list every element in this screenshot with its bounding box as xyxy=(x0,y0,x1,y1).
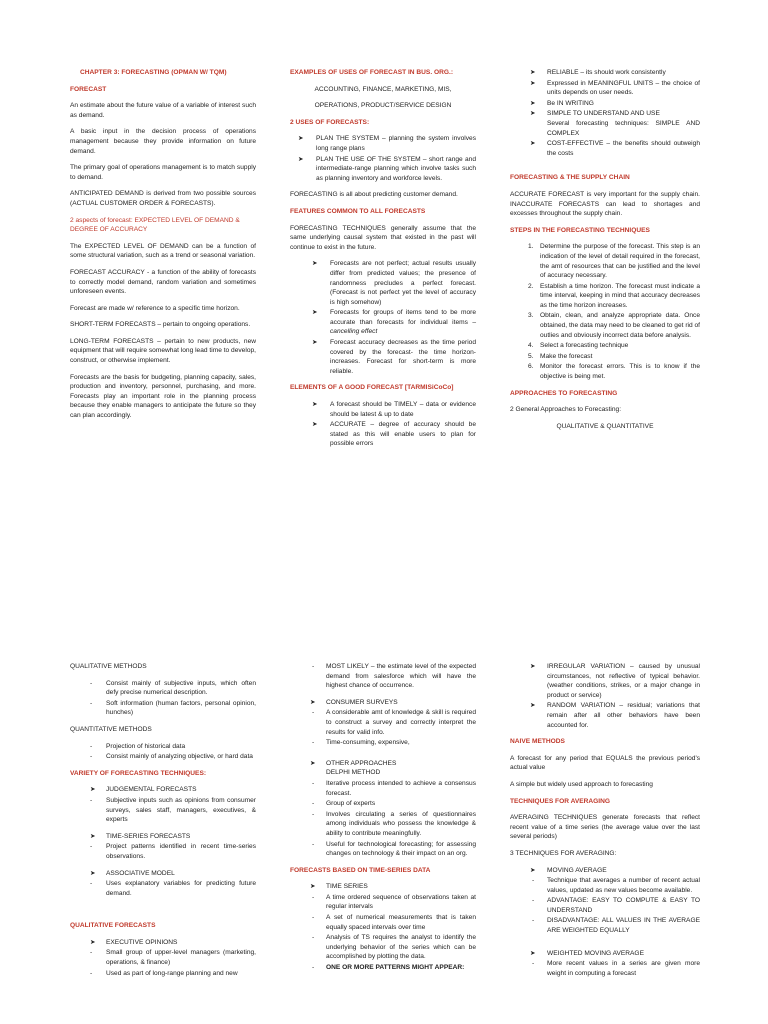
heading-uses: 2 USES OF FORECASTS: xyxy=(290,118,370,126)
list-item: - Technique that averages a number of recent actual values, updated as new values become available. xyxy=(532,877,700,894)
dash-bullet: - xyxy=(312,810,315,818)
list-item: 1. Determine the purpose of the forecast. This step is an indication of the level of detail required in the forecast, the amt of resources that can be justified and the level of accuracy necessary. xyxy=(528,243,700,280)
list-item: ➤ JUDGEMENTAL FORECASTS xyxy=(90,786,197,794)
list-item: - ADVANTAGE: EASY TO COMPUTE & EASY TO UNDERSTAND xyxy=(532,897,700,914)
page-2-column-2 xyxy=(290,662,476,980)
arrow-bullet-icon: ➤ xyxy=(90,832,96,840)
dash-bullet: - xyxy=(532,917,535,925)
paragraph: FORECASTING TECHNIQUES generally assume that the same underlying causal system that existed in the past will continue to exist in the future. xyxy=(290,224,476,251)
list-item: ➤ TIME-SERIES FORECASTS xyxy=(90,832,191,840)
paragraph: A basic input in the decision process of operations management because they provide information on future demand. xyxy=(70,128,256,155)
heading-features: FEATURES COMMON TO ALL FORECASTS xyxy=(290,207,426,215)
list-item: ➤ MOVING AVERAGE xyxy=(530,866,607,874)
paragraph: 3 TECHNIQUES FOR AVERAGING: xyxy=(510,849,617,857)
list-item: ➤ Forecasts are not perfect; actual results usually differ from predicted values; the presence of randomness precludes a perfect forecast. (Forecast is not perfect yet the level of accuracy is high somehow) xyxy=(312,260,476,306)
heading-approaches: APPROACHES TO FORECASTING xyxy=(510,389,618,397)
list-item: - Small group of upper-level managers (marketing, operations, & finance) xyxy=(90,949,256,967)
dash-bullet: - xyxy=(90,880,93,888)
list-item: ➤ PLAN THE SYSTEM – planning the system involves long range plans xyxy=(298,135,476,152)
dash-bullet: - xyxy=(90,969,93,977)
arrow-bullet-icon: ➤ xyxy=(312,401,318,409)
variation-list xyxy=(510,662,700,730)
weighted-list xyxy=(510,949,700,979)
list-number: 3. xyxy=(528,312,534,320)
paragraph: Forecast are made w/ reference to a specific time horizon. xyxy=(70,304,240,312)
paragraph: FORECASTING is all about predicting customer demand. xyxy=(290,191,458,199)
list-item: 5. Make the forecast xyxy=(528,352,593,360)
list-item: ➤ IRREGULAR VARIATION – caused by unusual circumstances, not reflective of typical behavior. (weather conditions, strikes, or a major change in product or service) xyxy=(530,663,700,699)
heading-variety: VARIETY OF FORECASTING TECHNIQUES: xyxy=(70,769,207,777)
list-item: - Consist mainly of analyzing objective, or hard data xyxy=(90,753,253,761)
list-number: 5. xyxy=(528,352,534,360)
elements-list xyxy=(290,400,476,449)
page-1-column-2 xyxy=(290,68,476,456)
heading-examples: EXAMPLES OF USES OF FORECAST IN BUS. ORG.: xyxy=(290,69,454,76)
paragraph: A simple but widely used approach to forecasting xyxy=(510,780,653,788)
list-item: ➤ WEIGHTED MOVING AVERAGE xyxy=(530,949,644,957)
dash-bullet: - xyxy=(312,663,315,670)
dash-bullet: - xyxy=(532,960,535,968)
arrow-bullet-icon: ➤ xyxy=(530,949,536,957)
paragraph: A forecast for any period that EQUALS the previous period's actual value xyxy=(510,754,700,772)
good-forecast-list xyxy=(510,68,700,158)
features-list xyxy=(290,259,476,376)
arrow-bullet-icon: ➤ xyxy=(530,702,536,710)
heading-supply-chain: FORECASTING & THE SUPPLY CHAIN xyxy=(510,174,630,182)
dash-bullet: - xyxy=(312,779,315,787)
list-item: ➤ TIME SERIES xyxy=(310,883,368,891)
heading-time-series: FORECASTS BASED ON TIME-SERIES DATA xyxy=(290,866,431,874)
list-item: 2. Establish a time horizon. The forecast must indicate a time interval, keeping in mind that accuracy decreases as the time horizon increases. xyxy=(528,282,700,309)
list-item: - Involves circulating a series of questionnaires among individuals who possess the knowledge & ability to contribute meaningfully. xyxy=(312,810,476,837)
heading-steps: STEPS IN THE FORECASTING TECHNIQUES xyxy=(510,226,650,234)
list-item: ➤ Forecast accuracy decreases as the time period covered by the forecast- the time horizon-increases. Forecast for short-term is more reliable. xyxy=(312,339,476,375)
heading-forecast: FORECAST xyxy=(70,85,107,93)
paragraph: Forecasts are the basis for budgeting, planning capacity, sales, production and inventory, personnel, purchasing, and more. Forecasts play an important role in the planning process because they enable managers to anticipate the future so they can plan accordingly. xyxy=(70,373,256,420)
qualitative-forecasts-list xyxy=(70,938,256,978)
arrow-bullet-icon: ➤ xyxy=(90,786,96,794)
variety-list xyxy=(70,869,256,899)
list-item: - Projection of historical data xyxy=(90,742,186,750)
list-item: - Consist mainly of subjective inputs, which often defy precise numerical description. xyxy=(90,679,256,697)
list-item: - Used as part of long-range planning and new xyxy=(90,969,238,977)
arrow-bullet-icon: ➤ xyxy=(530,69,536,76)
time-series-list xyxy=(290,882,476,972)
arrow-bullet-icon: ➤ xyxy=(90,938,96,946)
heading-qualitative-forecasts: QUALITATIVE FORECASTS xyxy=(70,922,156,930)
examples-line: OPERATIONS, PRODUCT/SERVICE DESIGN xyxy=(314,102,452,110)
arrow-bullet-icon: ➤ xyxy=(310,759,316,767)
list-item: - DISADVANTAGE: ALL VALUES IN THE AVERAGE ARE WEIGHTED EQUALLY xyxy=(532,917,700,935)
paragraph: An estimate about the future value of a variable of interest such as demand. xyxy=(70,102,256,119)
arrow-bullet-icon: ➤ xyxy=(310,883,316,891)
list-item: 3. Obtain, clean, and analyze appropriate data. Once obtained, the data may need to be cleaned to get rid of outlies and obviously incorrect data before analysis. xyxy=(528,312,700,339)
list-item: - Project patterns identified in recent time-series observations. xyxy=(90,843,256,860)
dash-bullet: - xyxy=(90,949,93,957)
page-1-column-1 xyxy=(70,68,256,428)
list-item: 4. Select a forecasting technique xyxy=(528,342,629,350)
arrow-bullet-icon: ➤ xyxy=(312,260,318,268)
list-number: 1. xyxy=(528,243,534,251)
list-item: ➤ Be IN WRITING xyxy=(530,99,594,107)
list-item: ➤ CONSUMER SURVEYS xyxy=(310,698,398,706)
list-item: ➤ RANDOM VARIATION – residual; variations that remain after all other behaviors have been accounted for. xyxy=(530,702,700,729)
arrow-bullet-icon: ➤ xyxy=(310,698,316,706)
list-item: - Uses explanatory variables for predicting future demand. xyxy=(90,880,256,897)
heading-elements: ELEMENTS OF A GOOD FORECAST [TARMISiCoCo] xyxy=(290,384,454,392)
list-item: - MOST LIKELY – the estimate level of the expected demand from salesforce which will have the highest chance of occurrence. xyxy=(312,663,476,690)
arrow-bullet-icon: ➤ xyxy=(530,866,536,874)
salesforce-list xyxy=(290,662,476,691)
variety-list xyxy=(70,832,256,862)
averaging-list xyxy=(510,866,700,936)
list-item: - ONE OR MORE PATTERNS MIGHT APPEAR: xyxy=(312,964,465,972)
dash-bullet: - xyxy=(90,796,93,804)
list-item: - More recent values in a series are given more weight in computing a forecast xyxy=(532,960,700,977)
dash-bullet: - xyxy=(312,964,315,972)
arrow-bullet-icon: ➤ xyxy=(530,140,536,148)
list-item: ➤ ASSOCIATIVE MODEL xyxy=(90,869,175,877)
paragraph: 2 General Approaches to Forecasting: xyxy=(510,406,622,414)
consumer-surveys-list xyxy=(290,698,476,748)
paragraph: The EXPECTED LEVEL OF DEMAND can be a function of some structural variation, such as a trend or seasonal variation. xyxy=(70,242,256,260)
arrow-bullet-icon: ➤ xyxy=(312,421,318,429)
dash-bullet: - xyxy=(532,897,535,905)
dash-bullet: - xyxy=(312,934,315,942)
heading-qualitative-methods: QUALITATIVE METHODS xyxy=(70,663,147,670)
list-item: - Subjective inputs such as opinions from consumer surveys, sales staff, managers, executives, & experts xyxy=(90,796,256,824)
paragraph: LONG-TERM FORECASTS – pertain to new products, new equipment that will require somewhat long lead time to develop, construct, or otherwise implement. xyxy=(70,337,256,365)
page-1-column-3 xyxy=(510,68,700,438)
examples-line: ACCOUNTING, FINANCE, MARKETING, MIS, xyxy=(314,85,452,93)
paragraph: ANTICIPATED DEMAND is derived from two possible sources (ACTUAL CUSTOMER ORDER & FORECASTS). xyxy=(70,190,256,207)
list-item: ➤ OTHER APPROACHES DELPHI METHOD xyxy=(310,759,397,777)
list-item: - Useful for technological forecasting; for assessing changes on technology & their impact on an org. xyxy=(312,840,476,858)
arrow-bullet-icon: ➤ xyxy=(530,110,536,118)
list-item: - Time-consuming, expensive, xyxy=(312,739,410,747)
steps-list xyxy=(510,242,700,381)
uses-list xyxy=(290,134,476,183)
arrow-bullet-icon: ➤ xyxy=(298,155,304,163)
list-item: ➤ Forecasts for groups of items tend to be more accurate than forecasts for individual items – cancelling effect xyxy=(312,309,476,336)
list-item: ➤ EXECUTIVE OPINIONS xyxy=(90,938,178,946)
arrow-bullet-icon: ➤ xyxy=(312,339,318,347)
list-item: ➤ RELIABLE – its should work consistently xyxy=(530,69,666,76)
list-item: ➤ ACCURATE – degree of accuracy should be stated as this will enable users to plan for possible errors xyxy=(312,421,476,448)
list-item: - A considerable amt of knowledge & skill is required to construct a survey and correctly interpret the results for valid info. xyxy=(312,709,476,736)
list-item: - Soft information (human factors, personal opinion, hunches) xyxy=(90,699,256,717)
chapter-title: CHAPTER 3: FORECASTING (OPMAN W/ TQM) xyxy=(80,69,227,76)
page-2 xyxy=(0,512,768,1024)
dash-bullet: - xyxy=(90,679,93,687)
list-item: ➤ Expressed in MEANINGFUL UNITS – the choice of units depends on user needs. xyxy=(530,79,700,97)
variety-list xyxy=(70,785,256,824)
paragraph: AVERAGING TECHNIQUES generate forecasts that reflect recent value of a time series (the average value over the last several periods) xyxy=(510,814,700,841)
dash-bullet: - xyxy=(90,753,93,761)
list-number: 2. xyxy=(528,282,534,290)
arrow-bullet-icon: ➤ xyxy=(90,869,96,877)
dash-bullet: - xyxy=(532,877,535,885)
list-item: - Group of experts xyxy=(312,800,376,808)
list-item: - Analysis of TS requires the analyst to identify the underlying behavior of the series which can be accomplished by plotting the data. xyxy=(312,934,476,961)
approaches-types: QUALITATIVE & QUANTITATIVE xyxy=(556,422,654,430)
dash-bullet: - xyxy=(312,893,315,901)
page-2-column-3 xyxy=(510,662,700,985)
list-number: 4. xyxy=(528,342,534,350)
dash-bullet: - xyxy=(312,739,315,747)
dash-bullet: - xyxy=(312,800,315,808)
paragraph: ACCURATE FORECAST is very important for the supply chain. INACCURATE FORECASTS can lead to shortages and excesses throughout the supply chain. xyxy=(510,190,700,218)
other-approaches-list xyxy=(290,759,476,859)
heading-naive-methods: NAIVE METHODS xyxy=(510,738,565,746)
paragraph: The primary goal of operations management is to match supply to demand. xyxy=(70,164,256,181)
list-number: 6. xyxy=(528,363,534,371)
arrow-bullet-icon: ➤ xyxy=(312,309,318,317)
aspects-heading: 2 aspects of forecast: EXPECTED LEVEL OF DEMAND & DEGREE OF ACCURACY xyxy=(70,216,240,234)
page-2-column-1 xyxy=(70,662,256,985)
list-item: - Iterative process intended to achieve a consensus forecast. xyxy=(312,779,476,797)
quantitative-list xyxy=(70,742,256,762)
dash-bullet: - xyxy=(90,843,93,851)
list-item: - A set of numerical measurements that is taken equally spaced intervals over time xyxy=(312,914,476,931)
heading-averaging: TECHNIQUES FOR AVERAGING xyxy=(510,797,611,805)
list-item: 6. Monitor the forecast errors. This is to know if the objective is being met. xyxy=(528,363,700,381)
dash-bullet: - xyxy=(312,840,315,848)
list-item: - A time ordered sequence of observations taken at regular intervals xyxy=(312,893,476,911)
arrow-bullet-icon: ➤ xyxy=(530,663,536,670)
dash-bullet: - xyxy=(312,914,315,922)
arrow-bullet-icon: ➤ xyxy=(530,79,536,87)
dash-bullet: - xyxy=(90,742,93,750)
arrow-bullet-icon: ➤ xyxy=(298,135,304,143)
arrow-bullet-icon: ➤ xyxy=(530,99,536,107)
qualitative-list xyxy=(70,679,256,718)
list-item: ➤ SIMPLE TO UNDERSTAND AND USE Several forecasting techniques: SIMPLE AND COMPLEX xyxy=(530,110,700,137)
paragraph: SHORT-TERM FORECASTS – pertain to ongoing operations. xyxy=(70,321,251,329)
dash-bullet: - xyxy=(90,699,93,707)
paragraph: FORECAST ACCURACY - a function of the ability of forecasts to correctly model demand, random variation and sometimes unforeseen events. xyxy=(70,268,256,296)
list-item: ➤ PLAN THE USE OF THE SYSTEM – short range and intermediate-range planning which involve tasks such as planning inventory and workforce levels. xyxy=(298,155,476,182)
heading-quantitative-methods: QUANTITATIVE METHODS xyxy=(70,725,152,733)
dash-bullet: - xyxy=(312,709,315,717)
list-item: ➤ A forecast should be TIMELY – data or evidence should be latest & up to date xyxy=(312,401,476,418)
list-item: ➤ COST-EFFECTIVE – the benefits should outweigh the costs xyxy=(530,140,700,157)
